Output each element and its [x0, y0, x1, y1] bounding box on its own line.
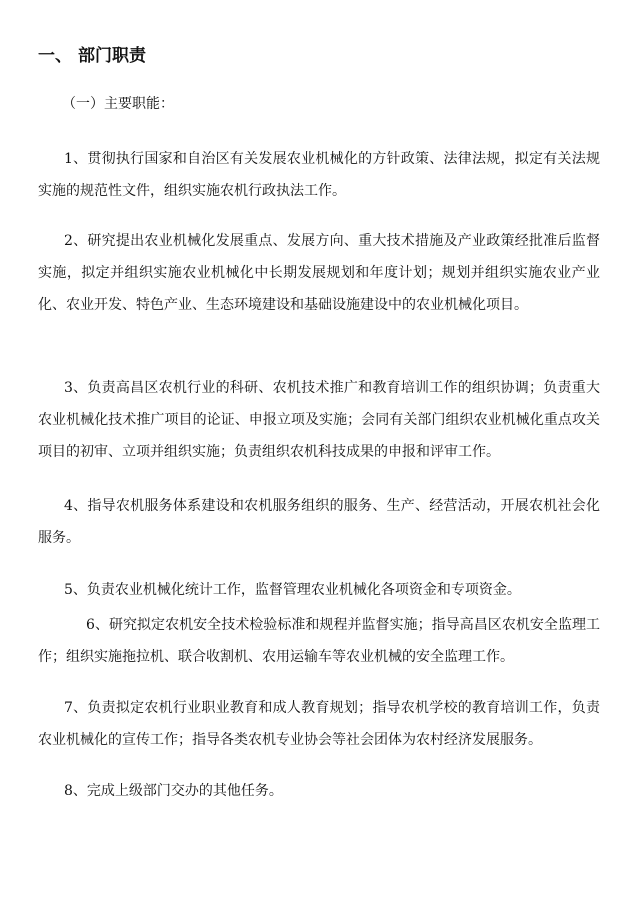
section-number: 一、	[38, 46, 72, 66]
section-heading	[38, 44, 146, 68]
duty-item-8: 8、完成上级部门交办的其他任务。	[64, 783, 283, 799]
duty-item-2: 2、研究提出农业机械化发展重点、发展方向、重大技术措施及产业政策经批准后监督实施，拟定并组织实施农业机械化中长期发展规划和年度计划；规划并组织实施农业产业化、农业开发、特色产业、生态环境建设和基础设施建设中的农业机械化项目。	[38, 233, 600, 313]
duty-item-3: 3、负责高昌区农机行业的科研、农机技术推广和教育培训工作的组织协调；负责重大农业机械化技术推广项目的论证、申报立项及实施；会同有关部门组织农业机械化重点攻关项目的初审、立项并组织实施；负责组织农机科技成果的申报和评审工作。	[38, 380, 600, 460]
duty-item-4: 4、指导农机服务体系建设和农机服务组织的服务、生产、经营活动，开展农机社会化服务。	[38, 498, 600, 546]
duty-item-5: 5、负责农业机械化统计工作，监督管理农业机械化各项资金和专项资金。	[64, 582, 521, 598]
subsection-heading: （一）主要职能：	[62, 96, 174, 112]
section-title: 部门职责	[78, 46, 146, 66]
duty-item-1: 1、贯彻执行国家和自治区有关发展农业机械化的方针政策、法律法规，拟定有关法规实施的规范性文件，组织实施农机行政执法工作。	[38, 151, 600, 199]
duty-item-6: 6、研究拟定农机安全技术检验标准和规程并监督实施；指导高昌区农机安全监理工作；组织实施拖拉机、联合收割机、农用运输车等农业机械的安全监理工作。	[38, 617, 600, 665]
duty-item-7: 7、负责拟定农机行业职业教育和成人教育规划；指导农机学校的教育培训工作，负责农业机械化的宣传工作；指导各类农机专业协会等社会团体为农村经济发展服务。	[38, 700, 600, 748]
